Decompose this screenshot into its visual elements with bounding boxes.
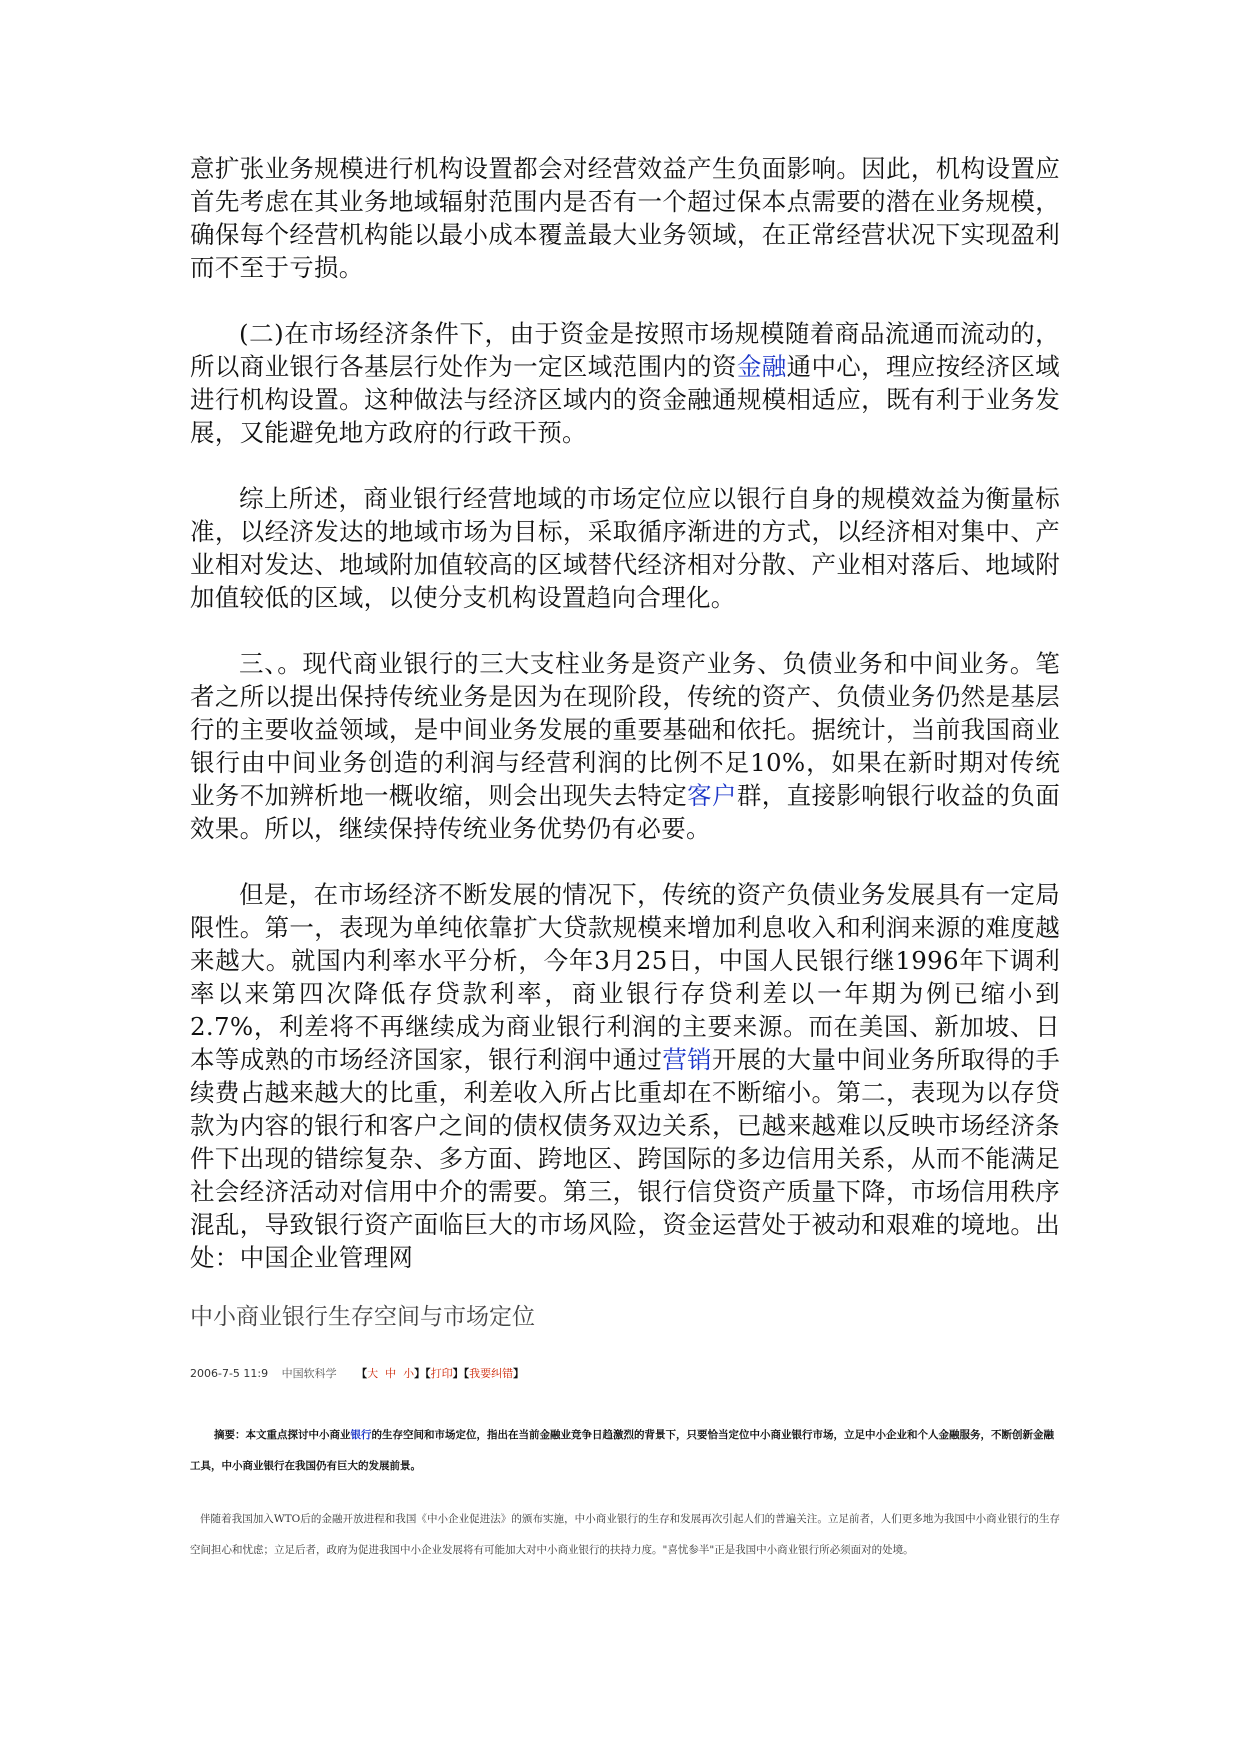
article-body-text: 伴随着我国加入WTO后的金融开放进程和我国《中小企业促进法》的颁布实施，中小商业银行的生存和发展再次引起人们的普遍关注。立足前者，人们更多地为我国中小商业银行的生存空间担心和忧虑；立足后者，政府为促进我国中小企业发展将有可能加大对中小商业银行的扶持力度。"喜忧参半"正是我国中小商业银行所必须面对的处境。 [190,1513,1060,1556]
bracket-open-2: 【 [425,1367,431,1380]
customer-link[interactable]: 客户 [687,781,737,810]
font-size-medium-button[interactable]: 中 [385,1367,397,1380]
paragraph-5-text-a: 但是，在市场经济不断发展的情况下，传统的资产负债业务发展具有一定局限性。第一，表现为单纯依靠扩大贷款规模来增加利息收入和利润来源的难度越来越大。就国内利率水平分析，今年3月25日，中国人民银行继1996年下调利率以来第四次降低存贷款利率，商业银行存贷利差以一年期为例已缩小到2.7%，利差将不再继续成为商业银行利润的主要来源。而在美国、新加坡、日本等成熟的市场经济国家，银行利润中通过 [190,880,1060,1074]
article-abstract [190,1420,1060,1482]
article-meta [190,1366,1060,1382]
paragraph-4-text-b: 群，直接影响银行收益的负面效果。所以，继续保持传统业务优势仍有必要。 [190,781,1060,843]
article-source: 中国软科学 [281,1367,337,1380]
article-title: 中小商业银行生存空间与市场定位 [190,1304,535,1330]
article-date: 2006-7-5 11:9 [190,1367,269,1380]
print-button[interactable]: 打印 [430,1367,453,1380]
marketing-link[interactable]: 营销 [662,1045,713,1074]
finance-link[interactable]: 金融 [736,352,787,381]
paragraph-2 [190,317,1060,449]
bracket-close-3: 】 [513,1367,525,1380]
bracket-open: 【 [356,1367,368,1380]
font-size-small-button[interactable]: 小 [403,1367,415,1380]
paragraph-4-text-a: 三、。现代商业银行的三大支柱业务是资产业务、负债业务和中间业务。笔者之所以提出保持传统业务是因为在现阶段，传统的资产、负债业务仍然是基层行的主要收益领域，是中间业务发展的重要基础和依托。据统计，当前我国商业银行由中间业务创造的利润与经营利润的比例不足10%，如果在新时期对传统业务不加辨析地一概收缩，则会出现失去特定 [190,649,1060,810]
article-content [190,152,1060,1566]
article-body [190,1504,1060,1566]
paragraph-5-text-b: 开展的大量中间业务所取得的手续费占越来越大的比重，利差收入所占比重却在不断缩小。第二，表现为以存贷款为内容的银行和客户之间的债权债务双边关系，已越来越难以反映市场经济条件下出现的错综复杂、多方面、跨地区、跨国际的多边信用关系，从而不能满足社会经济活动对信用中介的需要。第三，银行信贷资产质量下降，市场信用秩序混乱，导致银行资产面临巨大的市场风险，资金运营处于被动和艰难的境地。出处：中国企业管理网 [190,1045,1060,1272]
paragraph-3 [190,482,1060,614]
bracket-open-3: 【 [463,1367,470,1380]
paragraph-1 [190,152,1060,284]
abstract-text-a: 摘要：本文重点探讨中小商业 [214,1429,351,1441]
paragraph-2-text-a: (二)在市场经济条件下，由于资金是按照市场规模随着商品流通而流动的，所以商业银行各基层行处作为一定区域范围内的资 [190,319,1060,381]
font-size-large-button[interactable]: 大 [367,1367,379,1380]
bracket-close-2: 】 [452,1367,464,1380]
paragraph-4 [190,647,1060,845]
abstract-text-b: 的生存空间和市场定位，指出在当前金融业竞争日趋激烈的背景下，只要恰当定位中小商业银行市场，立足中小企业和个人金融服务，不断创新金融工具，中小商业银行在我国仍有巨大的发展前景。 [190,1429,1054,1472]
report-error-button[interactable]: 我要纠错 [469,1367,514,1380]
bracket-close: 】 [414,1367,426,1380]
paragraph-3-text: 综上所述，商业银行经营地域的市场定位应以银行自身的规模效益为衡量标准，以经济发达的地域市场为目标，采取循序渐进的方式，以经济相对集中、产业相对发达、地域附加值较高的区域替代经济相对分散、产业相对落后、地域附加值较低的区域，以使分支机构设置趋向合理化。 [190,484,1060,612]
paragraph-1-text: 意扩张业务规模进行机构设置都会对经营效益产生负面影响。因此，机构设置应首先考虑在其业务地域辐射范围内是否有一个超过保本点需要的潜在业务规模，确保每个经营机构能以最小成本覆盖最大业务领域，在正常经营状况下实现盈利而不至于亏损。 [190,154,1060,282]
paragraph-2-text-b: 通中心，理应按经济区域进行机构设置。这种做法与经济区域内的资金融通规模相适应，既有利于业务发展，又能避免地方政府的行政干预。 [190,352,1060,447]
paragraph-5 [190,878,1060,1274]
bank-link[interactable]: 银行 [350,1429,372,1441]
